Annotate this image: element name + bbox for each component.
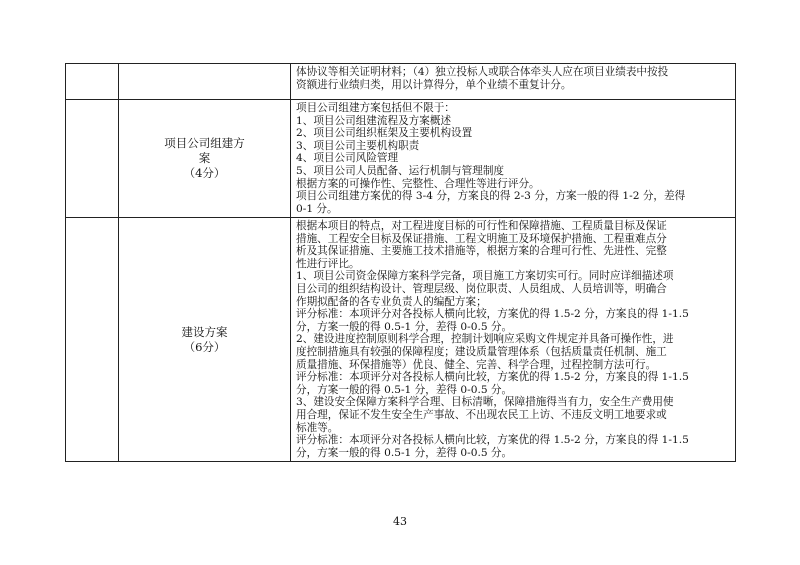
- criteria-line: 2、项目公司组织框架及主要机构设置: [296, 127, 473, 140]
- criteria-line: 分，方案一般的得 0.5-1 分，差得 0-0.5 分。: [296, 446, 513, 459]
- criteria-cell: [291, 64, 736, 100]
- criteria-line: 性进行评比。: [296, 257, 360, 270]
- category-score: （6分）: [183, 339, 226, 354]
- criteria-line: 4、项目公司风险管理: [296, 152, 399, 165]
- criteria-line: 项目公司组建方案优的得 3-4 分，方案良的得 2-3 分，方案一般的得 1-2 分，差得: [296, 190, 686, 203]
- criteria-line: 3、建设安全保障方案科学合理、目标清晰，保障措施得当有力，安全生产费用使: [296, 396, 674, 409]
- criteria-line: 3、项目公司主要机构职责: [296, 139, 420, 152]
- index-cell: [66, 64, 119, 100]
- criteria-line: 目公司的组织结构设计、管理层级、岗位职责、人员组成、人员培训等，明确合: [296, 282, 667, 295]
- criteria-cell: [291, 218, 736, 462]
- criteria-line: 2、建设进度控制原则科学合理，控制计划响应采购文件规定并具备可操作性，进: [296, 333, 674, 346]
- criteria-line: 作期拟配备的各专业负责人的编配方案；: [296, 295, 487, 308]
- criteria-line: 1、项目公司资金保障方案科学完备，项目施工方案切实可行。同时应详细描述项: [296, 270, 674, 283]
- criteria-line: 评分标准：本项评分对各投标人横向比较，方案优的得 1.5-2 分，方案良的得 1-1.5: [296, 434, 689, 447]
- criteria-line: 措施、工程安全目标及保证措施、工程文明施工及环境保护措施、工程重难点分: [296, 232, 667, 245]
- table-row: [66, 218, 736, 462]
- category-cell: [119, 100, 291, 218]
- criteria-line: 0-1 分。: [296, 202, 338, 215]
- page-number: 43: [393, 515, 407, 528]
- criteria-line: 体协议等相关证明材料；（4）独立投标人或联合体牵头人应在项目业绩表中按投: [296, 66, 669, 78]
- index-cell: [66, 100, 119, 218]
- criteria-line: 1、项目公司组建流程及方案概述: [296, 114, 452, 127]
- criteria-line: 评分标准：本项评分对各投标人横向比较，方案优的得 1.5-2 分，方案良的得 1-1.5: [296, 371, 689, 384]
- criteria-line: 标准等。: [296, 421, 339, 434]
- category-label: 案: [198, 151, 211, 165]
- criteria-line: 评分标准：本项评分对各投标人横向比较，方案优的得 1.5-2 分，方案良的得 1-1.5: [296, 308, 689, 321]
- category-cell: [119, 218, 291, 462]
- index-cell: [66, 218, 119, 462]
- criteria-line: 根据本项目的特点，对工程进度目标的可行性和保障措施、工程质量目标及保证: [296, 220, 667, 232]
- category-label: 建设方案: [181, 324, 228, 339]
- criteria-line: 资额进行业绩归类，用以计算得分，单个业绩不重复计分。: [296, 78, 572, 91]
- criteria-line: 质量措施、环保措施等）优良、健全、完善、科学合理，过程控制方法可行。: [296, 358, 657, 371]
- category-cell: [119, 64, 291, 100]
- category-label: 项目公司组建方: [164, 136, 245, 150]
- criteria-line: 用合理，保证不发生安全生产事故、不出现农民工上访、不违反文明工地要求或: [296, 408, 667, 421]
- criteria-line: 项目公司组建方案包括但不限于：: [296, 102, 455, 114]
- scoring-table: [65, 63, 736, 462]
- criteria-line: 5、项目公司人员配备、运行机制与管理制度: [296, 164, 505, 177]
- criteria-line: 度控制措施具有较强的保障程度；建设质量管理体系（包括质量责任机制、施工: [296, 345, 667, 358]
- table-row: [66, 64, 736, 100]
- criteria-cell: [291, 100, 736, 218]
- criteria-line: 根据方案的可操作性、完整性、合理性等进行评分。: [296, 177, 540, 190]
- criteria-line: 析及其保证措施、主要施工技术措施等，根据方案的合理可行性、先进性、完整: [296, 245, 667, 258]
- criteria-line: 分，方案一般的得 0.5-1 分，差得 0-0.5 分。: [296, 383, 513, 396]
- table-row: [66, 100, 736, 218]
- category-score: （4分）: [183, 166, 226, 180]
- criteria-line: 分，方案一般的得 0.5-1 分，差得 0-0.5 分。: [296, 320, 513, 333]
